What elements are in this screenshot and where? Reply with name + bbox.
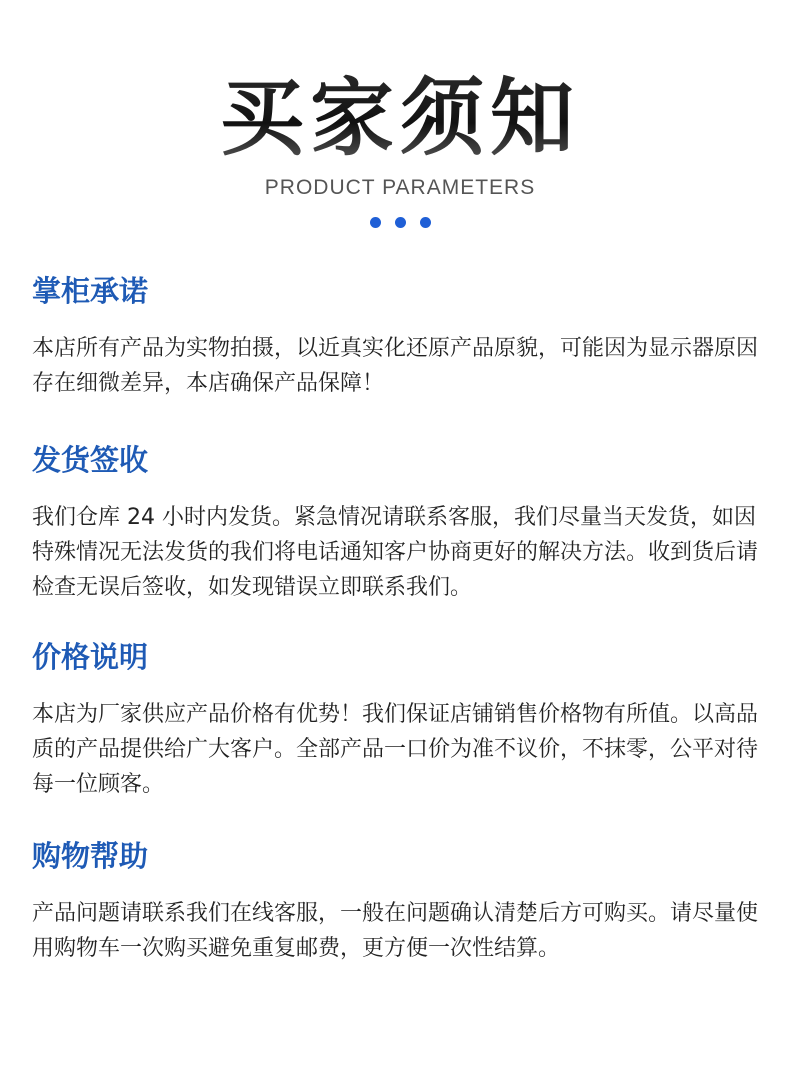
section-pricing bbox=[32, 637, 772, 802]
dot-icon bbox=[370, 217, 381, 228]
header bbox=[0, 0, 800, 240]
dot-icon bbox=[395, 217, 406, 228]
section-body: 产品问题请联系我们在线客服，一般在问题确认清楚后方可购买。请尽量使用购物车一次购买避免重复邮费，更方便一次性结算。 bbox=[32, 901, 759, 961]
section-shopping-help bbox=[32, 836, 772, 966]
page-subtitle: PRODUCT PARAMETERS bbox=[264, 176, 536, 199]
section-title: 价格说明 bbox=[32, 640, 149, 674]
section-body: 本店所有产品为实物拍摄，以近真实化还原产品原貌，可能因为显示器原因存在细微差异，本店确保产品保障！ bbox=[32, 336, 759, 396]
section-title: 掌柜承诺 bbox=[32, 274, 149, 308]
section-body: 我们仓库 24 小时内发货。紧急情况请联系客服，我们尽量当天发货，如因特殊情况无法发货的我们将电话通知客户协商更好的解决方法。收到货后请检查无误后签收，如发现错误立即联系我们。 bbox=[32, 505, 759, 600]
section-title: 购物帮助 bbox=[32, 839, 149, 873]
section-shipping bbox=[32, 440, 772, 605]
page-title: 买家须知 bbox=[0, 70, 800, 166]
dot-icon bbox=[420, 217, 431, 228]
section-body: 本店为厂家供应产品价格有优势！我们保证店铺销售价格物有所值。以高品质的产品提供给广大客户。全部产品一口价为准不议价，不抹零，公平对待每一位顾客。 bbox=[32, 702, 759, 797]
section-promise bbox=[32, 271, 772, 401]
section-title: 发货签收 bbox=[32, 443, 149, 477]
decorative-dots bbox=[0, 217, 800, 228]
